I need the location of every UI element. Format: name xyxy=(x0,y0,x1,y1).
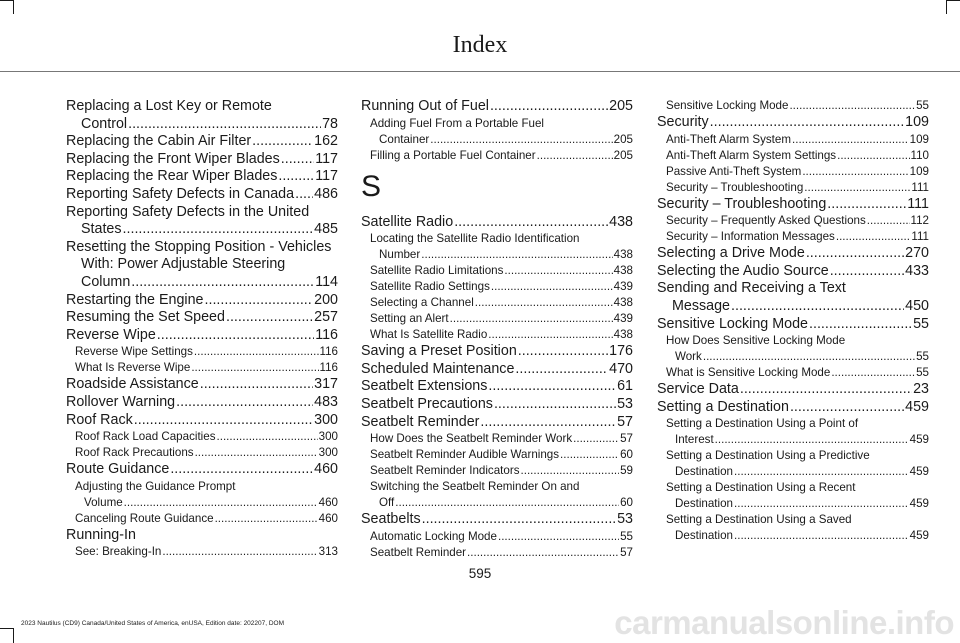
entry-text: Setting a Destination Using a Saved xyxy=(666,513,852,527)
entry-page-number: 450 xyxy=(905,297,929,314)
dot-leader xyxy=(422,511,616,529)
dot-leader xyxy=(498,529,619,545)
index-entry[interactable] xyxy=(66,133,338,151)
entry-page-number: 117 xyxy=(315,150,338,167)
entry-page-number: 55 xyxy=(916,366,929,380)
entry-page-number: 23 xyxy=(913,381,929,398)
entry-page-number: 109 xyxy=(905,114,929,130)
dot-leader xyxy=(521,463,620,479)
entry-text: States xyxy=(81,221,122,238)
dot-leader xyxy=(792,132,909,148)
entry-page-number: 460 xyxy=(318,495,338,509)
entry-page-number: 117 xyxy=(315,168,338,185)
index-subentry[interactable] xyxy=(657,229,929,245)
index-subentry[interactable] xyxy=(66,429,338,445)
entry-page-number: 486 xyxy=(314,185,338,202)
watermark: carmanualsonline.info xyxy=(614,604,954,641)
entry-page-number: 470 xyxy=(609,360,633,377)
index-subentry[interactable] xyxy=(66,344,338,360)
entry-page-number: 116 xyxy=(319,361,338,375)
entry-text: Security – Troubleshooting xyxy=(657,195,827,212)
index-entry[interactable] xyxy=(361,378,633,396)
dot-leader xyxy=(295,186,313,204)
index-subentry[interactable] xyxy=(657,333,929,365)
entry-text: Message xyxy=(672,297,731,314)
dot-leader xyxy=(715,432,909,448)
entry-text: Control xyxy=(81,115,128,132)
dot-leader xyxy=(731,298,904,316)
dot-leader xyxy=(194,344,319,360)
entry-page-number: 485 xyxy=(314,221,338,238)
dot-leader xyxy=(430,132,612,148)
entry-page-number: 300 xyxy=(314,411,338,428)
entry-page-number: 438 xyxy=(613,296,633,310)
entry-page-number: 200 xyxy=(314,291,338,308)
index-subentry[interactable] xyxy=(657,164,929,180)
index-entry[interactable] xyxy=(361,396,633,414)
dot-leader xyxy=(123,221,314,239)
entry-page-number: 111 xyxy=(911,180,929,194)
entry-text: Seatbelt Reminder Indicators xyxy=(370,464,520,478)
dot-leader xyxy=(830,263,904,281)
entry-page-number: 116 xyxy=(315,326,338,343)
entry-page-number: 114 xyxy=(315,273,338,290)
entry-text: Off xyxy=(379,496,395,510)
entry-page-number: 205 xyxy=(613,132,633,146)
entry-page-number: 439 xyxy=(613,280,633,294)
section-letter: S xyxy=(361,169,382,203)
index-subentry[interactable] xyxy=(361,431,633,447)
entry-text: Roof Rack xyxy=(66,411,133,428)
entry-page-number: 60 xyxy=(620,496,633,510)
index-subentry[interactable] xyxy=(361,295,633,311)
entry-page-number: 300 xyxy=(318,446,338,460)
entry-page-number: 317 xyxy=(314,376,338,393)
index-subentry[interactable] xyxy=(66,544,338,560)
dot-leader xyxy=(488,327,612,343)
index-entry[interactable] xyxy=(66,98,338,133)
entry-page-number: 459 xyxy=(909,465,929,479)
entry-text: Rollover Warning xyxy=(66,393,176,410)
dot-leader xyxy=(831,365,915,381)
entry-text: Reverse Wipe Settings xyxy=(75,345,193,359)
entry-text: Saving a Preset Position xyxy=(361,343,517,360)
entry-text: Seatbelts xyxy=(361,511,421,528)
entry-page-number: 60 xyxy=(620,448,633,462)
index-entry[interactable] xyxy=(657,114,929,132)
index-entry[interactable] xyxy=(657,381,929,399)
crop-mark-top-right-v xyxy=(946,0,947,14)
index-entry[interactable] xyxy=(657,280,929,315)
dot-leader xyxy=(128,116,321,134)
entry-text: Seatbelt Reminder Audible Warnings xyxy=(370,448,560,462)
dot-leader xyxy=(734,464,909,480)
entry-page-number: 162 xyxy=(314,133,338,150)
entry-text: Satellite Radio Settings xyxy=(370,280,490,294)
entry-text: Setting a Destination Using a Point of xyxy=(666,417,859,431)
index-subentry[interactable] xyxy=(361,263,633,279)
crop-mark-top-left-v xyxy=(13,0,14,14)
entry-text: Sending and Receiving a Text xyxy=(657,280,846,297)
index-entry[interactable] xyxy=(361,343,633,361)
entry-text: Automatic Locking Mode xyxy=(370,529,497,543)
index-column-3 xyxy=(657,98,929,544)
dot-leader xyxy=(226,309,313,327)
dot-leader xyxy=(170,461,313,479)
index-entry[interactable] xyxy=(66,327,338,345)
dot-leader xyxy=(710,114,904,132)
entry-text: Selecting a Drive Mode xyxy=(657,245,805,262)
dot-leader xyxy=(560,447,619,463)
entry-page-number: 53 xyxy=(617,395,633,412)
dot-leader xyxy=(157,327,314,345)
entry-text: Sensitive Locking Mode xyxy=(666,99,789,112)
entry-text: Security – Frequently Asked Questions xyxy=(666,214,866,228)
entry-text: Column xyxy=(81,273,131,290)
entry-text: Setting a Destination Using a Recent xyxy=(666,481,856,495)
entry-text: What is Sensitive Locking Mode xyxy=(666,366,831,380)
index-subentry[interactable] xyxy=(66,445,338,461)
entry-page-number: 59 xyxy=(620,464,633,478)
entry-text: Seatbelt Reminder xyxy=(361,413,480,430)
entry-page-number: 459 xyxy=(909,497,929,511)
dot-leader xyxy=(867,213,910,229)
dot-leader xyxy=(494,396,616,414)
index-entry[interactable] xyxy=(66,239,338,292)
dot-leader xyxy=(162,544,317,560)
entry-text: How Does the Seatbelt Reminder Work xyxy=(370,432,573,446)
dot-leader xyxy=(281,151,314,169)
dot-leader xyxy=(200,376,313,394)
entry-page-number: 55 xyxy=(916,350,929,364)
index-subentry[interactable] xyxy=(361,311,633,327)
dot-leader xyxy=(515,361,608,379)
entry-text: Replacing a Lost Key or Remote xyxy=(66,98,272,114)
entry-page-number: 110 xyxy=(910,148,929,162)
index-entry[interactable] xyxy=(66,204,338,239)
entry-text: Setting an Alert xyxy=(370,312,449,326)
entry-page-number: 112 xyxy=(910,214,929,228)
index-entry[interactable] xyxy=(66,461,338,479)
entry-text: Destination xyxy=(675,529,734,543)
entry-text: Security – Information Messages xyxy=(666,230,835,244)
index-entry[interactable] xyxy=(66,412,338,430)
entry-text: Seatbelt Reminder xyxy=(370,545,467,559)
entry-text: Replacing the Front Wiper Blades xyxy=(66,150,280,167)
entry-text: Destination xyxy=(675,465,734,479)
index-subentry[interactable] xyxy=(361,479,633,511)
entry-page-number: 109 xyxy=(909,164,929,178)
entry-text: Volume xyxy=(84,495,123,509)
entry-page-number: 459 xyxy=(909,433,929,447)
entry-page-number: 438 xyxy=(613,248,633,262)
index-entry[interactable] xyxy=(66,168,338,186)
header-divider xyxy=(0,71,960,72)
dot-leader xyxy=(734,528,909,544)
dot-leader xyxy=(703,349,915,365)
index-entry[interactable] xyxy=(657,263,929,281)
dot-leader xyxy=(395,495,619,511)
dot-leader xyxy=(421,247,612,263)
entry-text: Running Out of Fuel xyxy=(361,98,489,114)
dot-leader xyxy=(217,429,318,445)
entry-text: See: Breaking-In xyxy=(75,545,162,559)
entry-text: Roof Rack Precautions xyxy=(75,446,194,460)
entry-text: Locating the Satellite Radio Identification xyxy=(370,232,580,246)
dot-leader xyxy=(278,168,314,186)
index-column-1 xyxy=(66,98,338,560)
page-number: 595 xyxy=(468,566,492,581)
entry-text: Satellite Radio Limitations xyxy=(370,264,504,278)
dot-leader xyxy=(740,381,912,399)
entry-text: Replacing the Rear Wiper Blades xyxy=(66,168,278,185)
index-entry[interactable] xyxy=(361,214,633,232)
dot-leader xyxy=(790,399,904,417)
index-subentry[interactable] xyxy=(657,512,929,544)
entry-page-number: 270 xyxy=(905,245,929,262)
index-entry[interactable] xyxy=(66,292,338,310)
index-column-2 xyxy=(361,98,633,561)
dot-leader xyxy=(734,496,909,512)
entry-page-number: 433 xyxy=(905,262,929,279)
index-entry[interactable] xyxy=(361,98,633,116)
index-subentry[interactable] xyxy=(657,180,929,196)
index-subentry[interactable] xyxy=(361,447,633,463)
entry-page-number: 55 xyxy=(913,315,929,332)
entry-text: How Does Sensitive Locking Mode xyxy=(666,334,846,348)
dot-leader xyxy=(176,394,313,412)
index-subentry[interactable] xyxy=(361,231,633,263)
entry-page-number: 111 xyxy=(907,195,929,212)
entry-page-number: 460 xyxy=(318,511,338,525)
entry-text: Anti-Theft Alarm System xyxy=(666,132,791,146)
entry-text: Seatbelt Extensions xyxy=(361,378,488,395)
entry-page-number: 109 xyxy=(909,132,929,146)
index-entry[interactable] xyxy=(657,316,929,334)
crop-mark-top-right xyxy=(946,0,960,1)
dot-leader xyxy=(450,311,613,327)
entry-text: Replacing the Cabin Air Filter xyxy=(66,133,252,150)
index-entry[interactable] xyxy=(657,245,929,263)
dot-leader xyxy=(504,263,612,279)
dot-leader xyxy=(124,495,318,511)
entry-text: Security – Troubleshooting xyxy=(666,180,804,194)
index-subentry[interactable] xyxy=(361,463,633,479)
entry-text: Number xyxy=(379,248,421,262)
entry-text: Container xyxy=(379,132,430,146)
entry-page-number: 438 xyxy=(609,213,633,230)
index-subentry[interactable] xyxy=(657,416,929,448)
entry-text: Destination xyxy=(675,497,734,511)
index-subentry[interactable] xyxy=(361,545,633,561)
entry-text: Work xyxy=(675,350,702,364)
entry-page-number: 205 xyxy=(609,98,633,114)
index-subentry[interactable] xyxy=(361,148,633,164)
index-subentry[interactable] xyxy=(66,360,338,376)
entry-text: Reporting Safety Defects in the United xyxy=(66,203,310,220)
crop-mark-bottom-left xyxy=(13,628,14,643)
entry-text: Interest xyxy=(675,433,714,447)
index-entry[interactable] xyxy=(66,186,338,204)
entry-page-number: 53 xyxy=(617,511,633,528)
index-subentry[interactable] xyxy=(361,529,633,545)
dot-leader xyxy=(475,295,613,311)
index-subentry[interactable] xyxy=(657,448,929,480)
entry-page-number: 459 xyxy=(905,398,929,415)
entry-text: Reverse Wipe xyxy=(66,326,156,343)
dot-leader xyxy=(215,511,318,527)
dot-leader xyxy=(518,343,608,361)
dot-leader xyxy=(205,292,314,310)
entry-page-number: 300 xyxy=(318,430,338,444)
entry-page-number: 55 xyxy=(916,99,929,112)
index-subentry[interactable] xyxy=(657,132,929,148)
dot-leader xyxy=(191,360,318,376)
edition-footer: 2023 Nautilus (CD9) Canada/United States of America, enUSA, Edition date: 202207, DOM xyxy=(21,620,285,627)
index-subentry[interactable] xyxy=(657,480,929,512)
dot-leader xyxy=(454,214,608,232)
index-subentry[interactable] xyxy=(66,511,338,527)
index-subentry[interactable] xyxy=(657,148,929,164)
entry-text: Canceling Route Guidance xyxy=(75,511,214,525)
index-entry[interactable] xyxy=(361,361,633,379)
index-subentry[interactable] xyxy=(361,116,633,148)
dot-leader xyxy=(573,431,619,447)
dot-leader xyxy=(488,378,616,396)
entry-text: Setting a Destination xyxy=(657,398,789,415)
entry-text: Restarting the Engine xyxy=(66,291,204,308)
index-subentry[interactable] xyxy=(361,327,633,343)
index-entry[interactable] xyxy=(361,511,633,529)
dot-leader xyxy=(131,274,314,292)
index-subentry[interactable] xyxy=(657,213,929,229)
dot-leader xyxy=(467,545,619,561)
dot-leader xyxy=(195,445,318,461)
index-subentry[interactable] xyxy=(657,365,929,381)
entry-page-number: 313 xyxy=(318,545,338,559)
entry-page-number: 439 xyxy=(613,312,633,326)
dot-leader xyxy=(806,245,904,263)
dot-leader xyxy=(134,412,313,430)
entry-text: Reporting Safety Defects in Canada xyxy=(66,185,295,202)
entry-text: Service Data xyxy=(657,381,739,398)
entry-text: Roadside Assistance xyxy=(66,376,199,393)
entry-text: Seatbelt Precautions xyxy=(361,395,493,412)
index-entry[interactable] xyxy=(66,527,338,545)
entry-text: Running-In xyxy=(66,526,136,543)
entry-page-number: 438 xyxy=(613,264,633,278)
entry-text: Selecting a Channel xyxy=(370,296,474,310)
entry-page-number: 176 xyxy=(609,343,633,360)
entry-page-number: 438 xyxy=(613,328,633,342)
entry-text: Roof Rack Load Capacities xyxy=(75,430,216,444)
dot-leader xyxy=(804,180,910,196)
dot-leader xyxy=(480,414,616,432)
dot-leader xyxy=(252,133,313,151)
dot-leader xyxy=(491,279,613,295)
entry-text: Security xyxy=(657,114,709,130)
entry-page-number: 116 xyxy=(319,345,338,359)
entry-text: Adjusting the Guidance Prompt xyxy=(75,479,236,493)
entry-page-number: 55 xyxy=(620,529,633,543)
index-entry[interactable] xyxy=(361,414,633,432)
index-subentry[interactable] xyxy=(657,98,929,114)
dot-leader xyxy=(789,98,915,114)
dot-leader xyxy=(809,316,912,334)
entry-text: What Is Satellite Radio xyxy=(370,328,488,342)
entry-page-number: 205 xyxy=(613,148,633,162)
entry-page-number: 483 xyxy=(314,393,338,410)
crop-mark-top-left xyxy=(0,0,14,1)
entry-text: Setting a Destination Using a Predictive xyxy=(666,449,870,463)
entry-page-number: 57 xyxy=(620,545,633,559)
entry-page-number: 111 xyxy=(911,230,929,244)
dot-leader xyxy=(490,98,608,116)
entry-text: Sensitive Locking Mode xyxy=(657,315,808,332)
entry-text: Resetting the Stopping Position - Vehicles xyxy=(66,238,332,255)
index-subentry[interactable] xyxy=(66,479,338,511)
entry-page-number: 459 xyxy=(909,529,929,543)
entry-text: Filling a Portable Fuel Container xyxy=(370,148,536,162)
entry-text: Adding Fuel From a Portable Fuel xyxy=(370,116,544,130)
entry-text: Scheduled Maintenance xyxy=(361,360,515,377)
entry-page-number: 78 xyxy=(322,115,338,132)
index-entry[interactable] xyxy=(66,151,338,169)
entry-page-number: 57 xyxy=(620,432,633,446)
crop-mark-bottom-left-h xyxy=(0,628,14,629)
index-entry[interactable] xyxy=(66,394,338,412)
index-entry[interactable] xyxy=(66,309,338,327)
page-title: Index xyxy=(452,32,508,58)
entry-page-number: 61 xyxy=(617,378,633,395)
entry-page-number: 57 xyxy=(617,413,633,430)
dot-leader xyxy=(537,148,613,164)
entry-text: What Is Reverse Wipe xyxy=(75,361,191,375)
entry-text: Satellite Radio xyxy=(361,213,454,230)
entry-page-number: 460 xyxy=(314,461,338,478)
entry-text: Route Guidance xyxy=(66,461,170,478)
entry-text: Passive Anti-Theft System xyxy=(666,164,802,178)
entry-text: With: Power Adjustable Steering xyxy=(81,256,286,273)
entry-text: Resuming the Set Speed xyxy=(66,309,225,326)
index-entry[interactable] xyxy=(66,376,338,394)
entry-text: Switching the Seatbelt Reminder On and xyxy=(370,480,580,494)
entry-text: Anti-Theft Alarm System Settings xyxy=(666,148,837,162)
entry-text: Selecting the Audio Source xyxy=(657,262,829,279)
dot-leader xyxy=(802,164,908,180)
index-entry[interactable] xyxy=(657,399,929,417)
dot-leader xyxy=(836,229,911,245)
dot-leader xyxy=(827,196,906,214)
index-subentry[interactable] xyxy=(361,279,633,295)
entry-page-number: 257 xyxy=(314,309,338,326)
index-entry[interactable] xyxy=(657,196,929,214)
dot-leader xyxy=(837,148,909,164)
